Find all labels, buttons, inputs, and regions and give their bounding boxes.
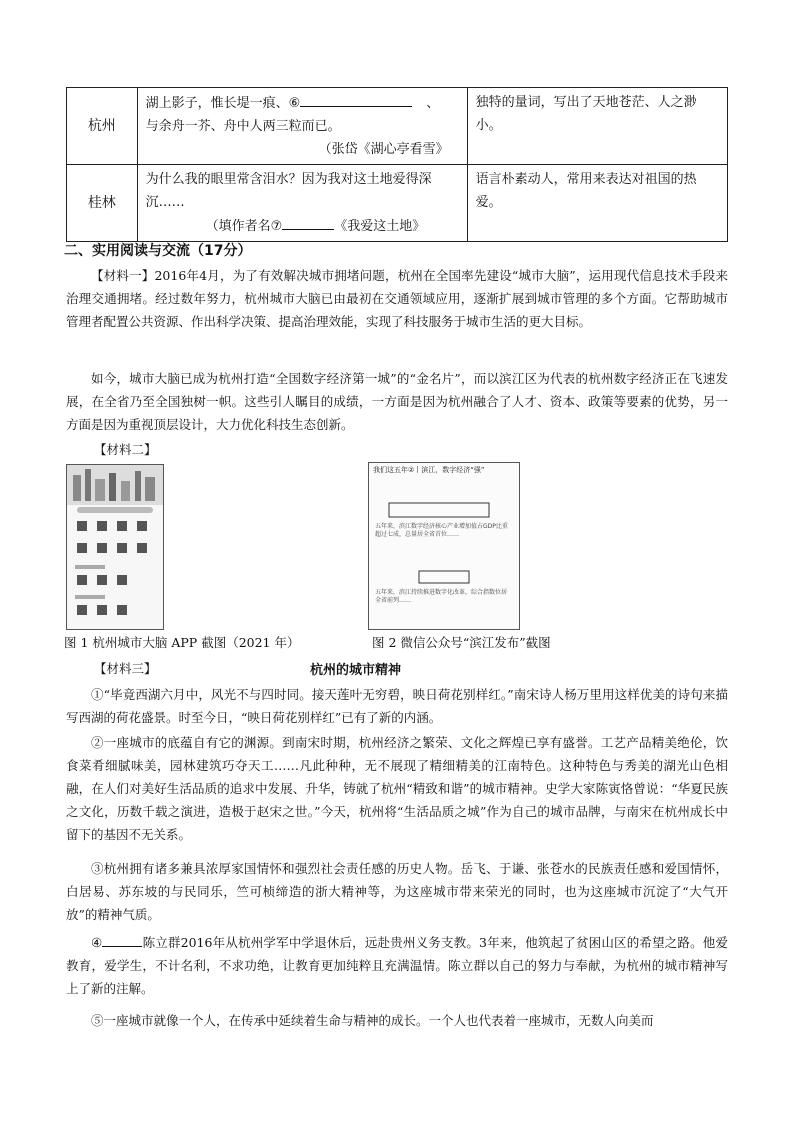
figure1-caption: 图 1 杭州城市大脑 APP 截图（2021 年）: [64, 635, 300, 650]
article-headline: 我们这五年②丨滨江，数字经济“强”: [373, 466, 485, 474]
city-brain-app-screenshot: [66, 464, 164, 630]
poem-line-end: 、: [426, 96, 440, 111]
material3-paragraph: ②一座城市的底蕴自有它的渊源。到南宋时期，杭州经济之繁荣、文化之辉煌已享有盛誉。工艺产品精美绝伦，饮食菜肴细腻味美，园林建筑巧夺天工……凡此种种，无不展现了精细精美的江南特色。这种特色与秀美的湖光山色相融，在人们对美好生活品质的追求中发展、升华，铸就了杭州“精致和谐”的城市精神。史学大家陈寅恪曾说：“华夏民族之文化，历数千载之演进，造极于赵宋之世。”今天，杭州将“生活品质之城”作为自己的城市品牌，与南宋在杭州成长中留下的基因不无关系。: [66, 735, 728, 842]
app-screenshot-graphic: [67, 465, 163, 629]
material3-label: 【材料三】: [94, 661, 157, 676]
poetry-table: [66, 87, 728, 242]
material3-paragraph: ①“毕竟西湖六月中，风光不与四时同。接天莲叶无穷碧，映日荷花别样红。”南宋诗人杨万里用这样优美的诗句来描写西湖的荷花盛景。时至今日，“映日荷花别样红”已有了新的内涵。: [66, 687, 728, 725]
material2-label: 【材料二】: [94, 442, 157, 457]
material3-paragraph: ③杭州拥有诸多兼具浓厚家国情怀和强烈社会责任感的历史人物。岳飞、于谦、张苍水的民族责任感和爱国情怀，白居易、苏东坡的与民同乐，竺可桢缔造的浙大精神等，为这座城市带来荣光的同时，也为这座城市沉淀了“大气开放”的精神气质。: [66, 861, 728, 922]
paragraph-number: ④: [91, 935, 103, 950]
figure2-caption: 图 2 微信公众号“滨江发布”截图: [372, 635, 551, 650]
table-row: [67, 165, 728, 242]
city-cell: 杭州: [67, 88, 138, 165]
poem-source: 《我爱这土地》: [334, 219, 426, 234]
author-prompt: （填作者名⑦: [205, 219, 283, 234]
material1-paragraph: 【材料一】2016年4月，为了有效解决城市拥堵问题，杭州在全国率先建设“城市大脑”，运用现代信息技术手段来治理交通拥堵。经过数年努力，杭州城市大脑已由最初在交通领域应用，逐渐扩展到城市管理的多个方面。它帮助城市管理者配置公共资源、作出科学决策、提高治理效能，实现了科技服务于城市生活的更大目标。: [66, 268, 728, 329]
poem-line: 湖上影子，惟长堤一痕、⑥: [145, 96, 301, 111]
city-cell: 桂林: [67, 165, 138, 242]
material3-paragraph: [66, 931, 728, 1000]
material3-title: 杭州的城市精神: [310, 663, 402, 678]
answer-blank[interactable]: [282, 214, 334, 230]
section-title: 二、实用阅读与交流（17分）: [64, 243, 252, 259]
note-cell: 独特的量词，写出了天地苍茫、人之渺小。: [467, 88, 727, 165]
material3-paragraph: ⑤一座城市就像一个人，在传承中延续着生命与精神的成长。一个人也代表着一座城市，无数人向美而: [91, 1013, 654, 1028]
paragraph-text: 陈立群2016年从杭州学军中学退休后，远赴贵州义务支教。3年来，他筑起了贫困山区的希望之路。他爱教育，爱学生，不计名利，不求功绝，让教育更加纯粹且充满温情。陈立群以自己的努力与奉献，为杭州的城市精神写上了新的注解。: [66, 935, 728, 996]
answer-blank[interactable]: [102, 933, 142, 947]
wechat-article-screenshot: [368, 462, 520, 630]
poem-line: 为什么我的眼里常含泪水？因为我对这土地爱得深沉……: [145, 172, 432, 210]
poem-source: （张岱《湖心亭看雪》: [318, 142, 449, 157]
note-cell: 语言朴素动人，常用来表达对祖国的热爱。: [467, 165, 727, 242]
answer-blank[interactable]: [300, 91, 412, 107]
poem-line: 与余舟一芥、舟中人两三粒而已。: [145, 119, 341, 134]
table-row: [67, 88, 728, 165]
poem-cell: [137, 165, 467, 242]
article-body: 五年来，滨江持续推进数字化改革，综合指数位居全省前列……: [375, 589, 508, 604]
material1-paragraph: 如今，城市大脑已成为杭州打造“全国数字经济第一城”的“金名片”，而以滨江区为代表的杭州数字经济正在飞速发展，在全省乃至全国独树一帜。这些引人瞩目的成绩，一方面是因为杭州融合了人才、资本、政策等要素的优势，另一方面是因为重视顶层设计，大力优化科技生态创新。: [66, 371, 728, 432]
article-body: 五年来，滨江数字经济核心产业增加值占GDP比重超过七成，总量居全省首位……: [375, 523, 508, 538]
poem-cell: [137, 88, 467, 165]
